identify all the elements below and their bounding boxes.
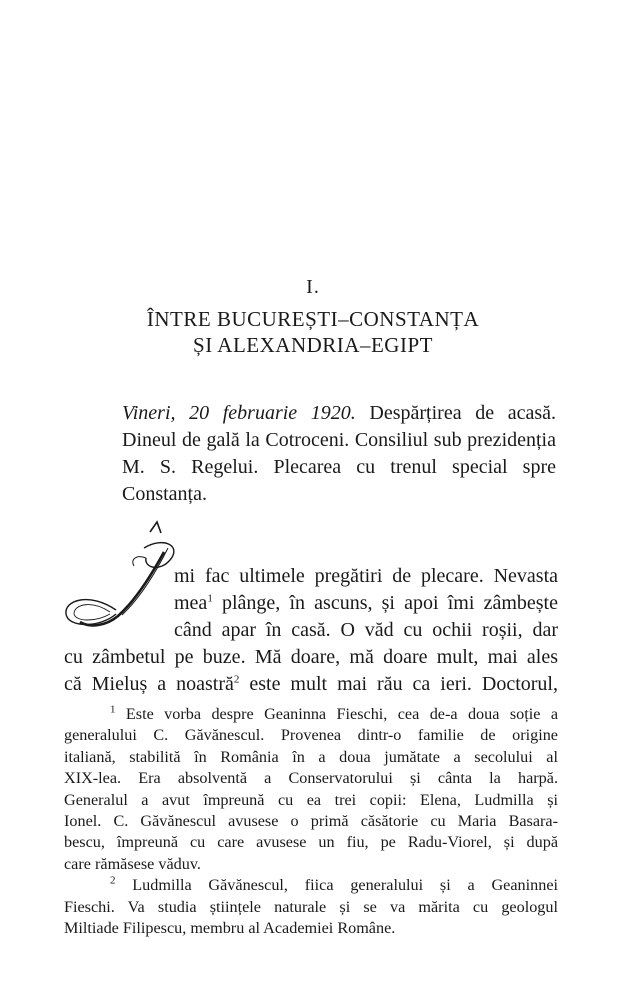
footnote-1-line: bescu, împreună cu care avusese un fiu, pe Radu-Viorel, și după [64, 833, 558, 852]
footnote-1-line: Ionel. C. Găvănescul avusese o primă căsătorie cu Maria Basara- [64, 812, 558, 831]
body-paragraph [64, 563, 558, 698]
chapter-title-line-2: ȘI ALEXANDRIA–EGIPT [193, 333, 433, 357]
body-line-3: când apar în casă. O văd cu ochii roșii, dar [174, 619, 558, 641]
summary-date: Vineri, 20 februarie 1920. [122, 402, 356, 424]
dropcap-accent [150, 522, 161, 533]
body-line-1: mi fac ultimele pregătiri de plecare. Nevasta [174, 565, 558, 587]
body-line-2: mea$^1$ plânge, în ascuns, și apoi îmi zâmbește [174, 592, 558, 614]
chapter-title [0, 306, 626, 358]
footnote-1-line: $^1$ Este vorba despre Geaninna Fieschi, cea de-a doua soție a [110, 703, 558, 723]
footnote-1-line: Generalul a avut împreună cu ea trei copii: Elena, Ludmilla și [64, 790, 558, 809]
footnote-1-line: generalului C. Găvănescul. Provenea dintr-o familie de origine [64, 726, 558, 745]
chapter-title-line-1: ÎNTRE BUCUREȘTI–CONSTANȚA [146, 307, 480, 331]
footnote-1-line: italiană, stabilită în România în a doua jumătate a secolului al [64, 747, 558, 766]
footnote-1-line: care rămăsese văduv. [64, 854, 201, 873]
footnote-ref-1: 1 [207, 592, 213, 605]
summary-text: Despărțirea de acasă. Dineul de gală la Cotroceni. Consiliul sub prezidenția M. S. Regelui. Plecarea cu trenul special spre Constanța. [122, 402, 556, 505]
chapter-summary [122, 400, 556, 508]
chapter-number: I. [306, 276, 320, 298]
footnote-2-line: Miltiade Filipescu, membru al Academiei Române. [64, 919, 396, 938]
footnote-2-line: Fieschi. Va studia științele naturale și se va mărita cu geologul [64, 897, 558, 916]
footnotes [64, 704, 558, 939]
footnote-2-number: 2 [110, 874, 116, 887]
body-line-4: cu zâmbetul pe buze. Mă doare, mă doare mult, mai ales [64, 646, 558, 668]
body-line-5: că Mieluș a noastră$^2$ este mult mai rău ca ieri. Doctorul, [64, 673, 558, 695]
footnote-2-line: $^2$ Ludmilla Găvănescul, fiica generalului și a Geaninnei [110, 874, 558, 895]
footnote-1-number: 1 [110, 703, 116, 716]
footnote-1-line: XIX-lea. Era absolventă a Conservatorului și cânta la harpă. [64, 769, 558, 788]
footnote-ref-2: 2 [233, 673, 240, 686]
